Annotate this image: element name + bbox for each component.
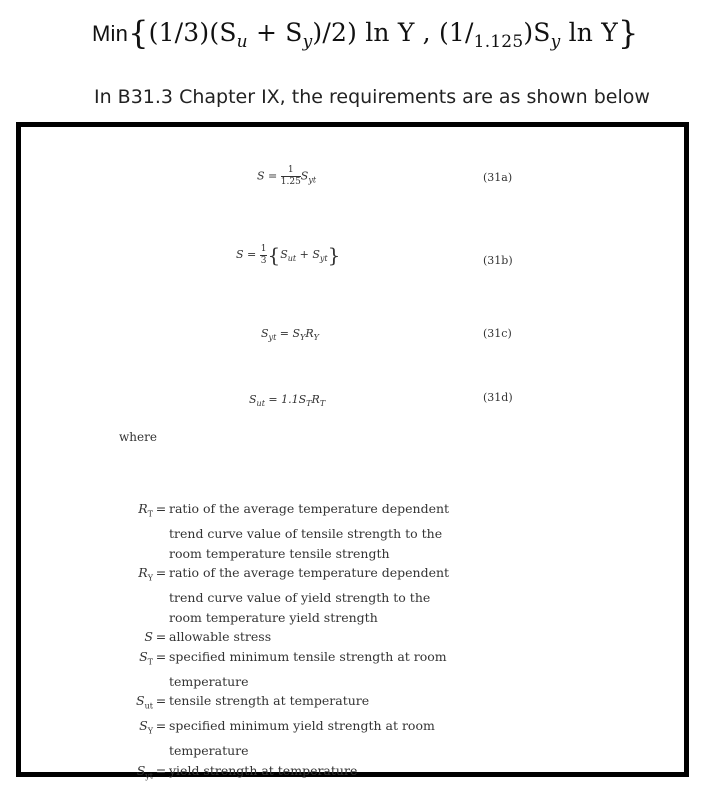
definition-continuation: [119, 741, 539, 761]
definition-symbol: $S_{yt}$: [136, 762, 153, 780]
definition-item: [119, 647, 539, 672]
definition-continuation: [119, 608, 539, 628]
code-excerpt-frame: [16, 122, 689, 780]
definition-symbol: $S_Y$: [139, 718, 153, 736]
definition-item: [119, 499, 539, 524]
intro-text: In B31.3 Chapter IX, the requirements are as shown below: [94, 86, 650, 108]
definition-text: ratio of the average temperature dependent: [169, 565, 450, 580]
header-formula: $Min\{(1/3)(S_u + S_y)/2)$ ln Y , $(1/_{1.125})S_y$ ln Y}: [92, 14, 639, 52]
definition-equals: [153, 741, 169, 761]
definition-text: room temperature yield strength: [169, 609, 378, 625]
definition-equals: =: [155, 565, 167, 580]
definition-equals: [153, 672, 169, 692]
definition-item: [119, 716, 539, 741]
equation-31d: $S_{ut} = 1.1S_TR_T$: [249, 393, 326, 409]
equation-number: (31a): [483, 171, 513, 184]
definition-symbol: $R_T$: [138, 501, 153, 519]
fraction: $\frac{1}{1.25}$: [280, 165, 301, 187]
definition-item: [119, 563, 539, 588]
definition-continuation: [119, 588, 539, 608]
definition-continuation: [119, 544, 539, 564]
definition-symbol: [119, 672, 153, 692]
equation-31b: S = $\frac{1}{3}$ $\{S_{ut} + S_{yt}\}$: [236, 243, 341, 267]
definition-equals: =: [155, 629, 167, 644]
definition-symbol: [119, 741, 153, 761]
definition-symbol: [119, 588, 153, 608]
definition-equals: [153, 588, 169, 608]
definition-equals: [153, 608, 169, 628]
definition-text: room temperature tensile strength: [169, 545, 390, 561]
definition-item: [119, 691, 539, 716]
formula-min: Min: [92, 21, 129, 46]
definition-equals: =: [155, 501, 167, 516]
definition-text: temperature: [169, 673, 249, 689]
definition-text: yield strength at temperature: [169, 762, 358, 778]
definition-equals: =: [155, 693, 167, 708]
where-label: where: [119, 430, 157, 444]
definition-symbol: S: [144, 629, 153, 644]
definition-text: trend curve value of tensile strength to the: [169, 526, 443, 541]
definition-equals: [153, 524, 169, 544]
definition-item: [119, 761, 539, 786]
definition-symbol: [119, 524, 153, 544]
definition-symbol: $R_Y$: [138, 565, 153, 583]
definition-text: temperature: [169, 743, 249, 758]
definition-continuation: [119, 672, 539, 692]
definition-equals: =: [155, 762, 167, 778]
right-brace: }: [617, 14, 639, 52]
definition-text: specified minimum yield strength at room: [169, 718, 435, 733]
equation-number: (31c): [483, 327, 512, 340]
definition-text: specified minimum tensile strength at room: [169, 648, 447, 664]
fraction: $\frac{1}{3}$: [260, 243, 267, 266]
left-brace: {: [128, 14, 149, 52]
definition-text: ratio of the average temperature dependent: [169, 501, 450, 516]
definition-symbol: $S_T$: [139, 648, 153, 666]
definition-text: allowable stress: [169, 629, 272, 644]
equation-31c: $S_{yt} = S_YR_Y$: [261, 327, 319, 343]
definition-text: tensile strength at temperature: [169, 693, 370, 708]
definition-item: [119, 627, 539, 647]
definition-symbol: $S_{ut}$: [136, 693, 153, 711]
definition-symbol: [119, 608, 153, 628]
equation-number: (31d): [483, 391, 513, 404]
equation-number: (31b): [483, 254, 513, 267]
definition-continuation: [119, 524, 539, 544]
equation-31a: S = $\frac{1}{1.25}$ $S_{yt}$: [257, 165, 317, 187]
definitions-list: [119, 499, 539, 786]
definition-text: trend curve value of yield strength to the: [169, 590, 431, 605]
definition-symbol: [119, 544, 153, 564]
definition-equals: =: [155, 648, 167, 664]
definition-equals: =: [155, 718, 167, 733]
definition-equals: [153, 544, 169, 564]
